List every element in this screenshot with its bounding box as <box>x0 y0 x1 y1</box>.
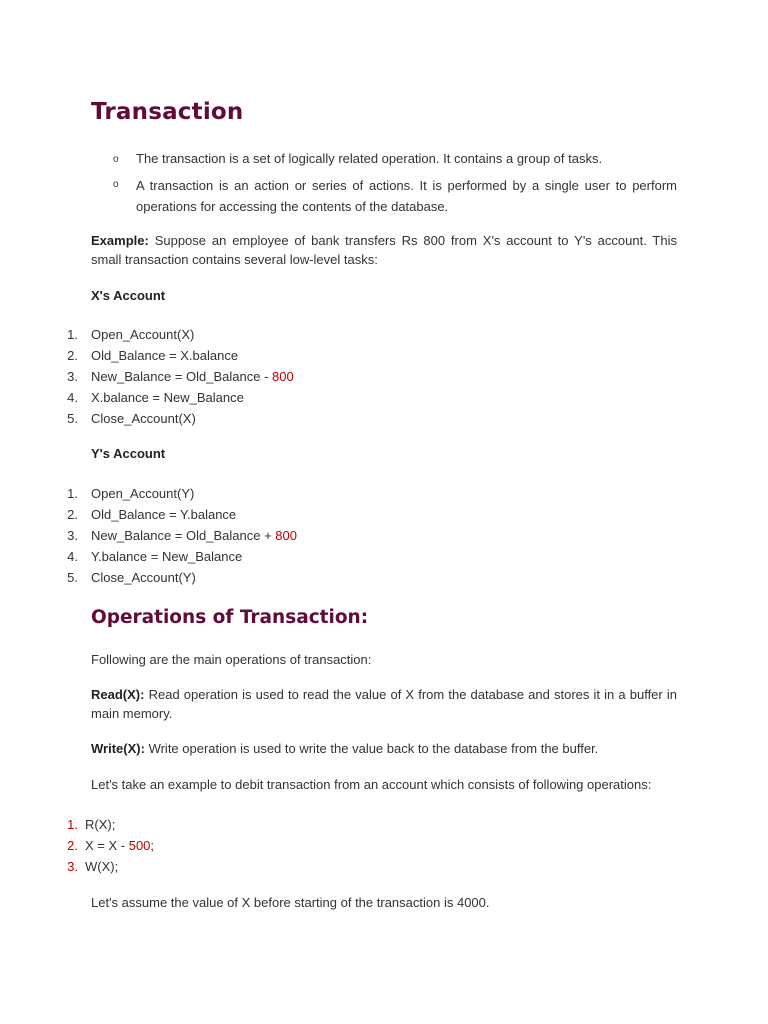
list-item: Old_Balance = X.balance <box>91 348 239 363</box>
list-item-text: X = X - <box>85 838 129 853</box>
operations-intro: Following are the main operations of transaction: <box>91 652 372 667</box>
list-item: Old_Balance = Y.balance <box>91 507 237 522</box>
list-number: 1. <box>67 817 78 832</box>
list-item: Open_Account(Y) <box>91 486 195 501</box>
write-text: Write operation is used to write the value back to the database from the buffer. <box>148 741 599 756</box>
read-text: Read operation is used to read the value of X from the database and stores it in a buffer in main memory. <box>91 687 677 721</box>
list-item: W(X); <box>85 859 119 874</box>
list-number: 3. <box>67 369 78 384</box>
page-title: Transaction <box>91 99 244 125</box>
list-number: 4. <box>67 549 78 564</box>
write-label: Write(X): <box>91 741 145 756</box>
write-operation <box>91 740 677 759</box>
list-number: 3. <box>67 528 78 543</box>
section-title: Operations of Transaction: <box>91 607 369 628</box>
bullet-icon: o <box>113 179 119 190</box>
list-item: Open_Account(X) <box>91 327 195 342</box>
list-number: 5. <box>67 570 78 585</box>
list-item: Close_Account(X) <box>91 411 196 426</box>
example-label: Example: <box>91 233 149 248</box>
amount-value: 800 <box>272 369 294 384</box>
list-number: 1. <box>67 327 78 342</box>
list-item-text: New_Balance = Old_Balance + <box>91 528 276 543</box>
bullet-text: A transaction is an action or series of actions. It is performed by a single user to perform operations for accessing the contents of the database. <box>136 178 677 214</box>
list-item <box>91 369 294 384</box>
list-item <box>85 838 154 853</box>
amount-value: 800 <box>275 528 297 543</box>
list-item: X.balance = New_Balance <box>91 390 244 405</box>
list-item: R(X); <box>85 817 116 832</box>
bullet-icon: o <box>113 154 119 165</box>
list-number: 1. <box>67 486 78 501</box>
list-item-text: New_Balance = Old_Balance - <box>91 369 273 384</box>
amount-value: 500 <box>128 838 151 853</box>
list-number: 2. <box>67 838 78 853</box>
bullet-text: The transaction is a set of logically related operation. It contains a group of tasks. <box>136 151 603 166</box>
read-operation <box>91 686 677 723</box>
list-item <box>91 528 297 543</box>
list-number: 2. <box>67 507 78 522</box>
list-item: Close_Account(Y) <box>91 570 196 585</box>
list-number: 5. <box>67 411 78 426</box>
y-account-title: Y's Account <box>91 446 166 461</box>
read-label: Read(X): <box>91 687 145 702</box>
example-paragraph <box>91 232 677 269</box>
x-account-title: X's Account <box>91 288 166 303</box>
list-item-suffix: ; <box>150 838 155 853</box>
list-number: 2. <box>67 348 78 363</box>
list-item: Y.balance = New_Balance <box>91 549 243 564</box>
list-number: 3. <box>67 859 78 874</box>
assume-paragraph: Let's assume the value of X before starting of the transaction is 4000. <box>91 895 490 910</box>
example-text: Suppose an employee of bank transfers Rs 800 from X's account to Y's account. This small transaction contains several low-level tasks: <box>91 233 677 267</box>
debit-intro: Let's take an example to debit transaction from an account which consists of following operations: <box>91 777 652 792</box>
list-number: 4. <box>67 390 78 405</box>
